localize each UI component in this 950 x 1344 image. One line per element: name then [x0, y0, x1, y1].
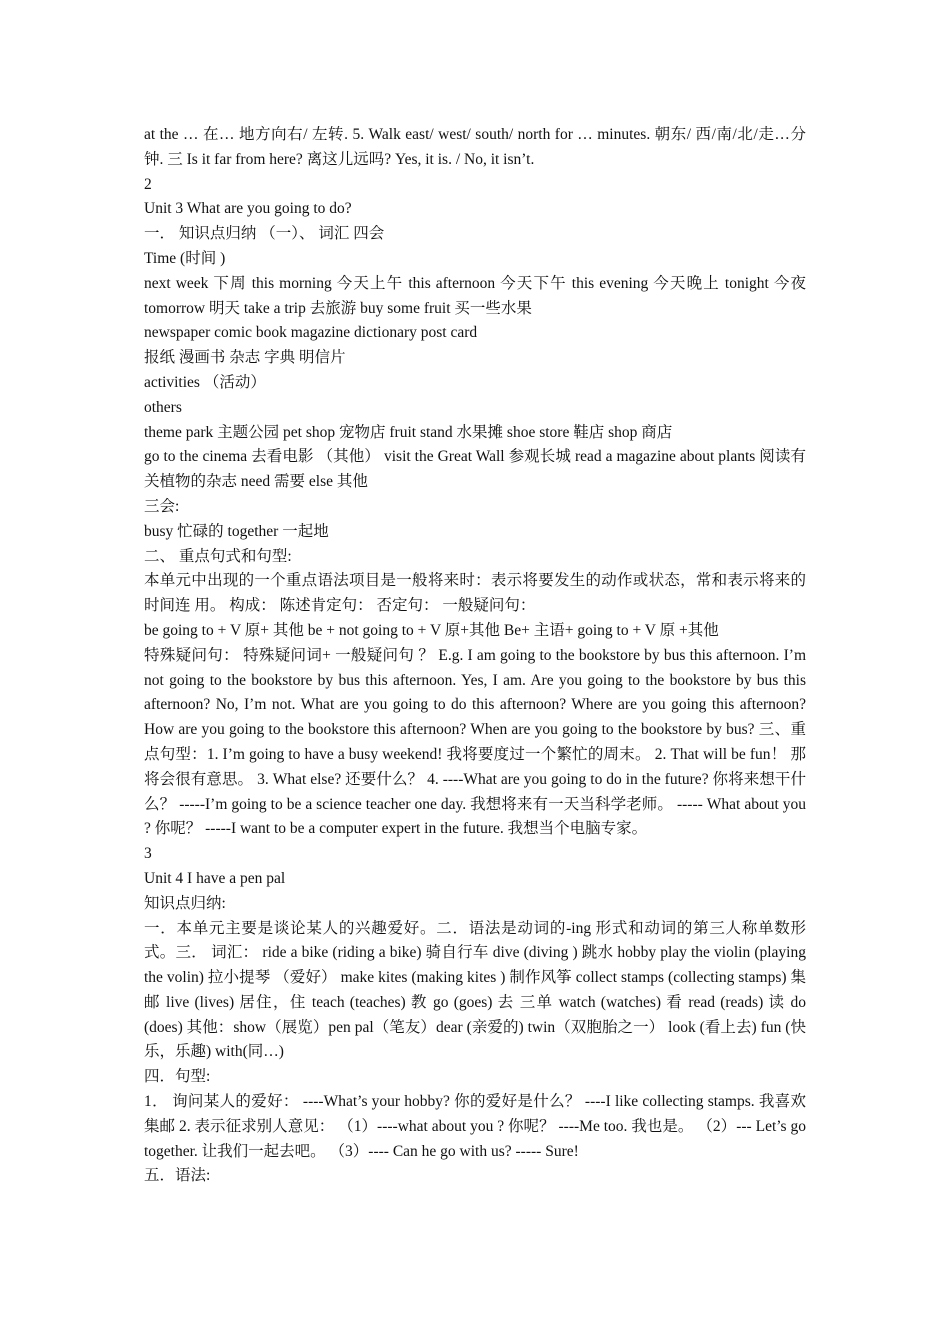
page-number-2: 2 [144, 175, 152, 193]
section-grammar: 五．语法: [144, 1167, 211, 1185]
grammar-intro: 本单元中出现的一个重点语法项目是一般将来时：表示将要发生的动作或状态，常和表示将来的时间连 用。 构成： 陈述肯定句： 否定句： 一般疑问句： [144, 572, 806, 615]
category-time: Time (时间 ) [144, 249, 226, 267]
activities-vocab: go to the cinema 去看电影 （其他） visit the Great Wall 参观长城 read a magazine about plants 阅读有关植物的杂志 need 需要 else 其他 [144, 448, 806, 491]
knowledge-summary-label: 知识点归纳: [144, 894, 226, 912]
section-key-sentences: 二、 重点句式和句型: [144, 547, 292, 565]
places-vocab: theme park 主题公园 pet shop 宠物店 fruit stand 水果摊 shoe store 鞋店 shop 商店 [144, 423, 673, 441]
category-activities: activities （活动） [144, 373, 266, 391]
page-number-3: 3 [144, 845, 152, 863]
unit-3-title: Unit 3 What are you going to do? [144, 200, 352, 218]
paragraph-directions: at the … 在… 地方向右/ 左转. 5. Walk east/ west/ south/ north for … minutes. 朝东/ 西/南/北/走…分钟. 三 Is it far from here? 离这儿远吗? Yes, it is. / No, it isn’t. [144, 126, 806, 168]
reading-vocab-en: newspaper comic book magazine dictionary post card [144, 324, 478, 342]
special-questions-paragraph: 特殊疑问句： 特殊疑问词+ 一般疑问句 ？ E.g. I am going to the bookstore by bus this afternoon. I’m not going to the bookstore by bus this afternoon. Yes, I am. Are you going to the bookstore by bus this afternoon? No, I’m not. What are you going to do this afternoon? Where are you going this afternoon? How are you going to the bookstore this afternoon? When are you going to the bookstore by bus? 三、重点句型：1. I’m going to have a busy weekend! 我将要度过一个繁忙的周末。 2. That will be fun！ 那将会很有意思。 3. What else? 还要什么？ 4. ----What are you going to do in the future? 你将来想干什么？ -----I’m going to be a science teacher one day. 我想将来有一天当科学老师。 ----- What about you ? 你呢？ -----I want to be a computer expert in the future. 我想当个电脑专家。 [144, 646, 806, 838]
section-sentence-patterns: 四．句型: [144, 1068, 211, 1086]
three-skills-vocab: busy 忙碌的 together 一起地 [144, 522, 329, 540]
unit-4-title: Unit 4 I have a pen pal [144, 869, 286, 887]
document-page [144, 123, 806, 1189]
category-others: others [144, 398, 182, 416]
grammar-structure: be going to + V 原+ 其他 be + not going to + V 原+其他 Be+ 主语+ going to + V 原 +其他 [144, 621, 719, 639]
section-three-skills: 三会: [144, 497, 180, 515]
reading-vocab-zh: 报纸 漫画书 杂志 字典 明信片 [144, 349, 346, 367]
unit-4-vocab-paragraph: 一．本单元主要是谈论某人的兴趣爱好。二．语法是动词的-ing 形式和动词的第三人称单数形式。三． 词汇： ride a bike (riding a bike) 骑自行车 dive (diving ) 跳水 hobby play the violin (playing the volin) 拉小提琴 （爱好） make kites (making kites ) 制作风筝 collect stamps (collecting stamps) 集邮 live (lives) 居住，住 teach (teaches) 教 go (goes) 去 三单 watch (watches) 看 read (reads) 读 do (does) 其他：show（展览）pen pal（笔友）dear (亲爱的) twin（双胞胎之一） look (看上去) fun (快乐，乐趣) with(同…) [144, 919, 806, 1061]
sentence-patterns-paragraph: 1． 询问某人的爱好： ----What’s your hobby? 你的爱好是什么？ ----I like collecting stamps. 我喜欢集邮 2. 表示征求别人意见： （1）----what about you ? 你呢？ ----Me too. 我也是。 （2）--- Let’s go together. 让我们一起去吧。 （3）---- Can he go with us? ----- Sure! [144, 1093, 806, 1160]
paragraph-time-vocab: next week 下周 this morning 今天上午 this afternoon 今天下午 this evening 今天晚上 tonight 今夜 tomorrow 明天 take a trip 去旅游 buy some fruit 买一些水果 [144, 274, 806, 317]
section-knowledge-summary: 一． 知识点归纳 （一）、 词汇 四会 [144, 225, 385, 243]
